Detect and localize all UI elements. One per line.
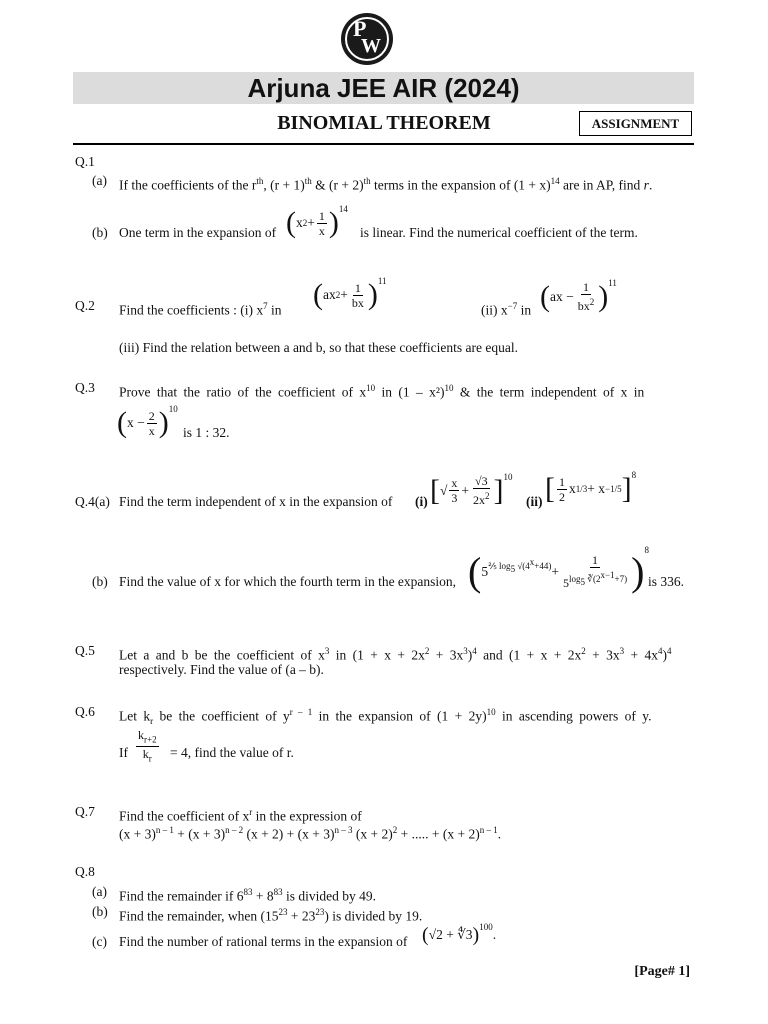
q6-fraction: $\frac{k_{r+2}}{k_r}$ <box>138 728 157 764</box>
q1b-expression: ( x 2 + $\frac{1}{x}$ ) $^{14}$ <box>286 204 348 239</box>
q4a-i-expression: [ √ $\frac{x}{3}$ + $\frac{√3}{2x^2}$ ] $^{10}$ <box>430 471 513 507</box>
q4-number: Q.4(a) <box>75 494 110 509</box>
q6-tail: = 4, find the value of r. <box>170 745 294 760</box>
q5-number: Q.5 <box>75 643 95 658</box>
q2i-expression: ( ax 2 + $\frac{1}{bx}$ ) $^{11}$ <box>313 276 387 311</box>
chapter-title: BINOMIAL THEOREM <box>277 112 491 134</box>
pw-logo <box>341 13 393 65</box>
q4a-ii-label: (ii) <box>526 494 543 509</box>
q7-line2: $(x + 3)^{n - 1} + (x + 3)^{n - 2}$ $(x + 2) + (x + 3)^{n - 3}$ $(x + 2)^2$ + ..... + $(x + 2)^{n - 1}$. <box>119 825 502 842</box>
q7-number: Q.7 <box>75 804 95 819</box>
q6-line1: Let $k_r$ be the coefficient of $y^{r - 1}$ in the expansion of $(1 + 2y)^{10}$ in ascending powers of y. <box>119 707 652 727</box>
q3-tail: is 1 : 32. <box>183 425 230 440</box>
q5-line2: respectively. Find the value of (a – b). <box>119 662 324 677</box>
q3-expression: ( x − $\frac{2}{x}$ ) $^{10}$ <box>117 404 178 439</box>
q3-text: Prove that the ratio of the coefficient of $x^{10}$ in (1 – x²)$^{10}$ & the term independent of x in <box>119 383 645 400</box>
logo-letter-w: W <box>361 35 381 57</box>
q8c-label: (c) <box>92 934 107 949</box>
q8b-label: (b) <box>92 904 108 919</box>
q6-if: If <box>119 745 128 760</box>
q4b-expression: ( 5 $^{\frac{2}{5} log_5 √(4^x +44)}$ + $\frac{1}{5^{log_5 ∛(2^{x-1}+7)}}$ ) $^8$ <box>468 544 649 594</box>
page-title: Arjuna JEE AIR (2024) <box>247 73 520 103</box>
q8c-text: Find the number of rational terms in the expansion of <box>119 934 408 949</box>
logo-letter-p: P <box>353 16 367 41</box>
q2-text: Find the coefficients : (i) $x^7$ in <box>119 301 282 318</box>
q4a-text: Find the term independent of x in the expansion of <box>119 494 393 509</box>
q8c-expression: ( √2 + ∜3 ) $^{100}$ . <box>422 922 497 946</box>
q8a-label: (a) <box>92 884 107 899</box>
q8a-text: Find the remainder if $6^{83} + 8^{83}$ is divided by 49. <box>119 887 376 904</box>
q8-number: Q.8 <box>75 864 95 879</box>
header-divider <box>73 143 694 145</box>
q4a-i-label: (i) <box>415 494 428 509</box>
q4b-label: (b) <box>92 574 108 589</box>
q2ii-text: (ii) $x^{-7}$ in <box>481 301 532 318</box>
q7-line1: Find the coefficient of $x^r$ in the expression of <box>119 807 362 824</box>
assignment-badge: ASSIGNMENT <box>579 111 692 136</box>
q2iii-text: (iii) Find the relation between a and b, so that these coefficients are equal. <box>119 340 518 355</box>
q1a-label: (a) <box>92 173 107 188</box>
q4b-tail: is 336. <box>648 574 685 589</box>
q8b-text: Find the remainder, when $(15^{23} + 23^{23})$ is divided by 19. <box>119 907 423 924</box>
q6-number: Q.6 <box>75 704 95 719</box>
q1b-pre: One term in the expansion of <box>119 225 277 240</box>
q2-number: Q.2 <box>75 298 95 313</box>
q1b-label: (b) <box>92 225 108 240</box>
q3-number: Q.3 <box>75 380 95 395</box>
q1b-post: is linear. Find the numerical coefficient of the term. <box>360 225 638 240</box>
page-number: [Page# 1] <box>634 964 690 979</box>
q4b-text: Find the value of x for which the fourth term in the expansion, <box>119 574 457 589</box>
q1a-text: If the coefficients of the $r^{th}$, $(r + 1)^{th}$ & $(r + 2)^{th}$ terms in the expansion of $(1 + x)^{14}$ are in AP, find r. <box>119 176 653 193</box>
q1-number: Q.1 <box>75 154 95 169</box>
q5-line1: Let a and b be the coefficient of $x^3$ in $(1 + x + 2x^2 + 3x^3)^4$ and $(1 + x + 2x^2 + 3x^3 + 4x^4)^4$ <box>119 646 672 663</box>
q2ii-expression: ( ax − $\frac{1}{bx^2}$ ) $^{11}$ <box>540 277 617 313</box>
q4a-ii-expression: [ $\frac{1}{2}$ x 1/3 + x −1/5 ] $^8$ <box>545 470 637 505</box>
